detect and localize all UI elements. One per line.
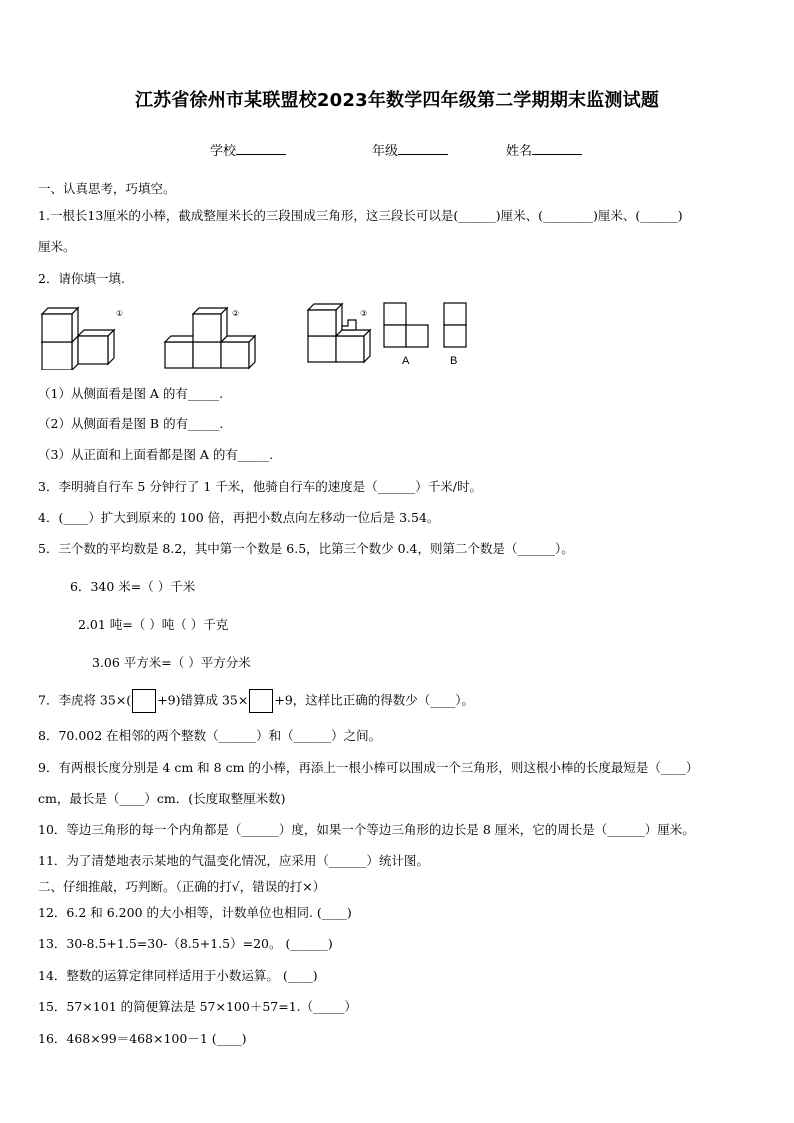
question-7-mid: +9)错算成 35×	[157, 692, 249, 708]
solid-1	[42, 308, 114, 370]
question-11: 11．为了清楚地表示某地的气温变化情况，应采用（______）统计图。	[38, 853, 429, 868]
name-field	[506, 140, 582, 159]
question-2-1: （1）从侧面看是图 A 的有_____.	[38, 386, 224, 401]
section-1-heading: 一、认真思考，巧填空。	[38, 181, 176, 196]
question-4: 4．(____）扩大到原来的 100 倍，再把小数点向左移动一位后是 3.54。	[38, 510, 440, 525]
question-2: 2．请你填一填.	[38, 271, 125, 286]
figure-mark-3: ③	[360, 309, 368, 318]
question-6b: 2.01 吨=（ ）吨（ ）千克	[78, 617, 229, 632]
school-blank[interactable]	[236, 141, 286, 155]
grade-label: 年级	[372, 144, 399, 159]
question-8: 8．70.002 在相邻的两个整数（______）和（______）之间。	[38, 728, 382, 743]
view-label-b: B	[450, 355, 458, 367]
question-2-2: （2）从侧面看是图 B 的有_____.	[38, 416, 224, 431]
question-6c: 3.06 平方米=（ ）平方分米	[92, 655, 251, 670]
question-1: 1.一根长13厘米的小棒，截成整厘米长的三段围成三角形，这三段长可以是(______)厘米、(________)厘米、(______)	[38, 208, 683, 223]
question-14: 14．整数的运算定律同样适用于小数运算。 (____)	[38, 968, 318, 983]
cube-views-figure	[38, 298, 478, 370]
question-16: 16．468×99＝468×100－1 (____)	[38, 1031, 247, 1046]
name-blank[interactable]	[532, 141, 582, 155]
school-label: 学校	[210, 144, 237, 159]
school-field	[210, 140, 286, 159]
grade-blank[interactable]	[398, 141, 448, 155]
figure-mark-1: ①	[116, 309, 124, 318]
blank-box-1[interactable]	[132, 689, 156, 713]
question-1-cont: 厘米。	[38, 239, 76, 254]
question-9: 9．有两根长度分别是 4 cm 和 8 cm 的小棒，再添上一根小棒可以围成一个三角形，则这根小棒的长度最短是（____）	[38, 760, 699, 775]
page-title: 江苏省徐州市某联盟校2023年数学四年级第二学期期末监测试题	[134, 90, 660, 111]
name-label: 姓名	[506, 144, 533, 159]
view-label-a: A	[402, 355, 410, 367]
question-12: 12．6.2 和 6.200 的大小相等，计数单位也相同. (____)	[38, 905, 352, 920]
question-10: 10．等边三角形的每一个内角都是（______）度，如果一个等边三角形的边长是 8 厘米，它的周长是（______）厘米。	[38, 822, 695, 837]
section-2-heading: 二、仔细推敲，巧判断。（正确的打√，错误的打×）	[38, 879, 326, 894]
question-7	[38, 689, 474, 713]
question-9-cont: cm，最长是（____）cm．(长度取整厘米数)	[38, 791, 286, 806]
figure-mark-2: ②	[232, 309, 240, 318]
view-A	[384, 303, 428, 347]
question-3: 3．李明骑自行车 5 分钟行了 1 千米，他骑自行车的速度是（______）千米/时。	[38, 479, 482, 494]
solid-2	[165, 308, 255, 368]
blank-box-2[interactable]	[249, 689, 273, 713]
grade-field	[372, 140, 448, 159]
question-15: 15．57×101 的简便算法是 57×100＋57=1.（_____）	[38, 999, 357, 1014]
question-7-post: +9，这样比正确的得数少（____）。	[274, 692, 475, 708]
question-5: 5．三个数的平均数是 8.2，其中第一个数是 6.5，比第三个数少 0.4，则第二个数是（______）。	[38, 541, 574, 556]
question-6a: 6．340 米=（ ）千米	[70, 579, 196, 594]
question-13: 13．30-8.5+1.5=30-（8.5+1.5）=20。 (______)	[38, 936, 333, 951]
question-7-pre: 7．李虎将 35×(	[38, 692, 132, 708]
question-2-3: （3）从正面和上面看都是图 A 的有_____.	[38, 447, 274, 462]
view-B	[444, 303, 466, 347]
